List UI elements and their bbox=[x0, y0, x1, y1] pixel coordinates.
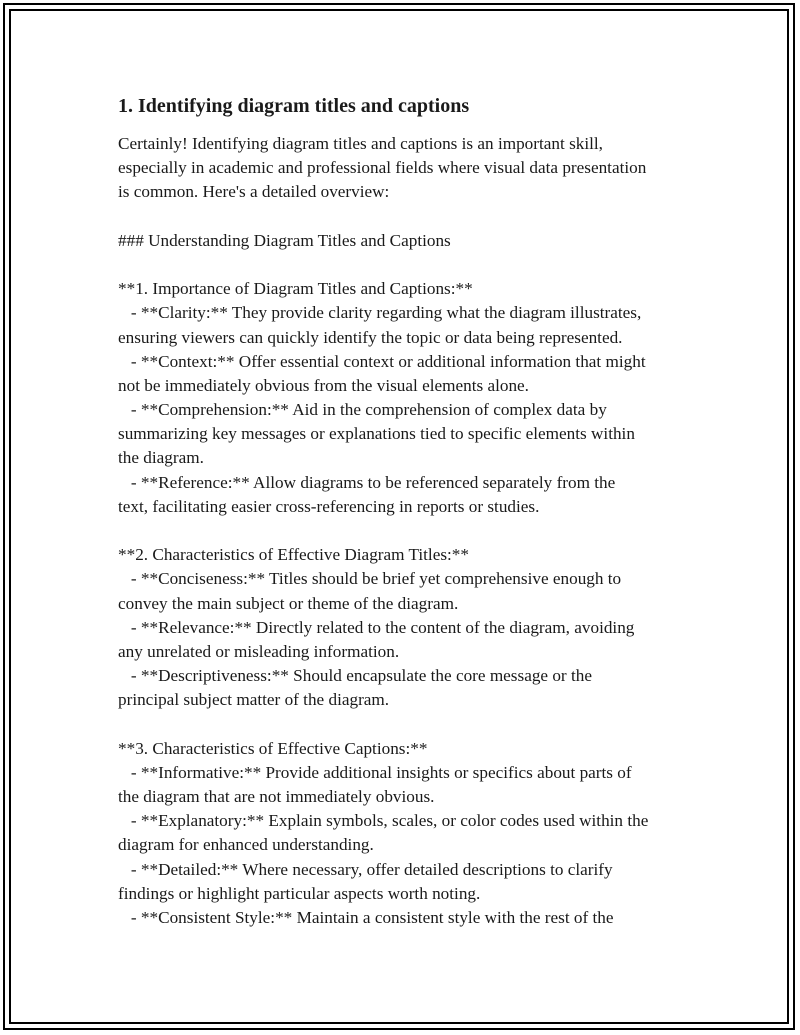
text-line: **1. Importance of Diagram Titles and Captions:** bbox=[118, 279, 473, 299]
text-line: ### Understanding Diagram Titles and Captions bbox=[118, 230, 451, 250]
document-title: 1. Identifying diagram titles and captions bbox=[118, 95, 470, 117]
text-line: - **Clarity:** They provide clarity regarding what the diagram illustrates, bbox=[118, 303, 642, 323]
blank-line bbox=[118, 253, 698, 277]
text-line: findings or highlight particular aspects worth noting. bbox=[118, 883, 481, 903]
text-line: ensuring viewers can quickly identify the topic or data being represented. bbox=[118, 327, 623, 347]
text-line: summarizing key messages or explanations tied to specific elements within bbox=[118, 424, 635, 444]
text-line: - **Relevance:** Directly related to the content of the diagram, avoiding bbox=[118, 617, 635, 637]
text-line: the diagram. bbox=[118, 448, 204, 468]
text-line: - **Descriptiveness:** Should encapsulate the core message or the bbox=[118, 666, 592, 686]
text-line: Certainly! Identifying diagram titles and captions is an important skill, bbox=[118, 134, 603, 153]
text-line: - **Explanatory:** Explain symbols, scales, or color codes used within the bbox=[118, 811, 649, 831]
text-line: especially in academic and professional fields where visual data presentation bbox=[118, 158, 647, 178]
text-line: **2. Characteristics of Effective Diagram Titles:** bbox=[118, 545, 469, 565]
text-line: - **Consistent Style:** Maintain a consistent style with the rest of the bbox=[118, 908, 614, 927]
text-line: is common. Here's a detailed overview: bbox=[118, 182, 390, 202]
text-line: convey the main subject or theme of the diagram. bbox=[118, 593, 459, 613]
text-line: the diagram that are not immediately obvious. bbox=[118, 787, 435, 807]
text-line: diagram for enhanced understanding. bbox=[118, 835, 374, 855]
text-line: text, facilitating easier cross-referencing in reports or studies. bbox=[118, 496, 540, 516]
text-line: - **Comprehension:** Aid in the comprehension of complex data by bbox=[118, 400, 607, 420]
blank-line bbox=[118, 519, 698, 543]
text-line: any unrelated or misleading information. bbox=[118, 641, 400, 661]
blank-line bbox=[118, 713, 698, 737]
document-body bbox=[118, 92, 698, 930]
text-line: - **Informative:** Provide additional insights or specifics about parts of bbox=[118, 762, 632, 782]
text-line: principal subject matter of the diagram. bbox=[118, 690, 390, 710]
text-line: not be immediately obvious from the visual elements alone. bbox=[118, 375, 529, 395]
text-line: - **Context:** Offer essential context or additional information that might bbox=[118, 351, 646, 371]
text-line: - **Conciseness:** Titles should be brief yet comprehensive enough to bbox=[118, 569, 622, 589]
text-line: - **Detailed:** Where necessary, offer detailed descriptions to clarify bbox=[118, 859, 613, 879]
text-line: - **Reference:** Allow diagrams to be referenced separately from the bbox=[118, 472, 616, 492]
text-line: **3. Characteristics of Effective Captions:** bbox=[118, 738, 428, 758]
blank-line bbox=[118, 205, 698, 229]
document-text bbox=[118, 132, 698, 930]
